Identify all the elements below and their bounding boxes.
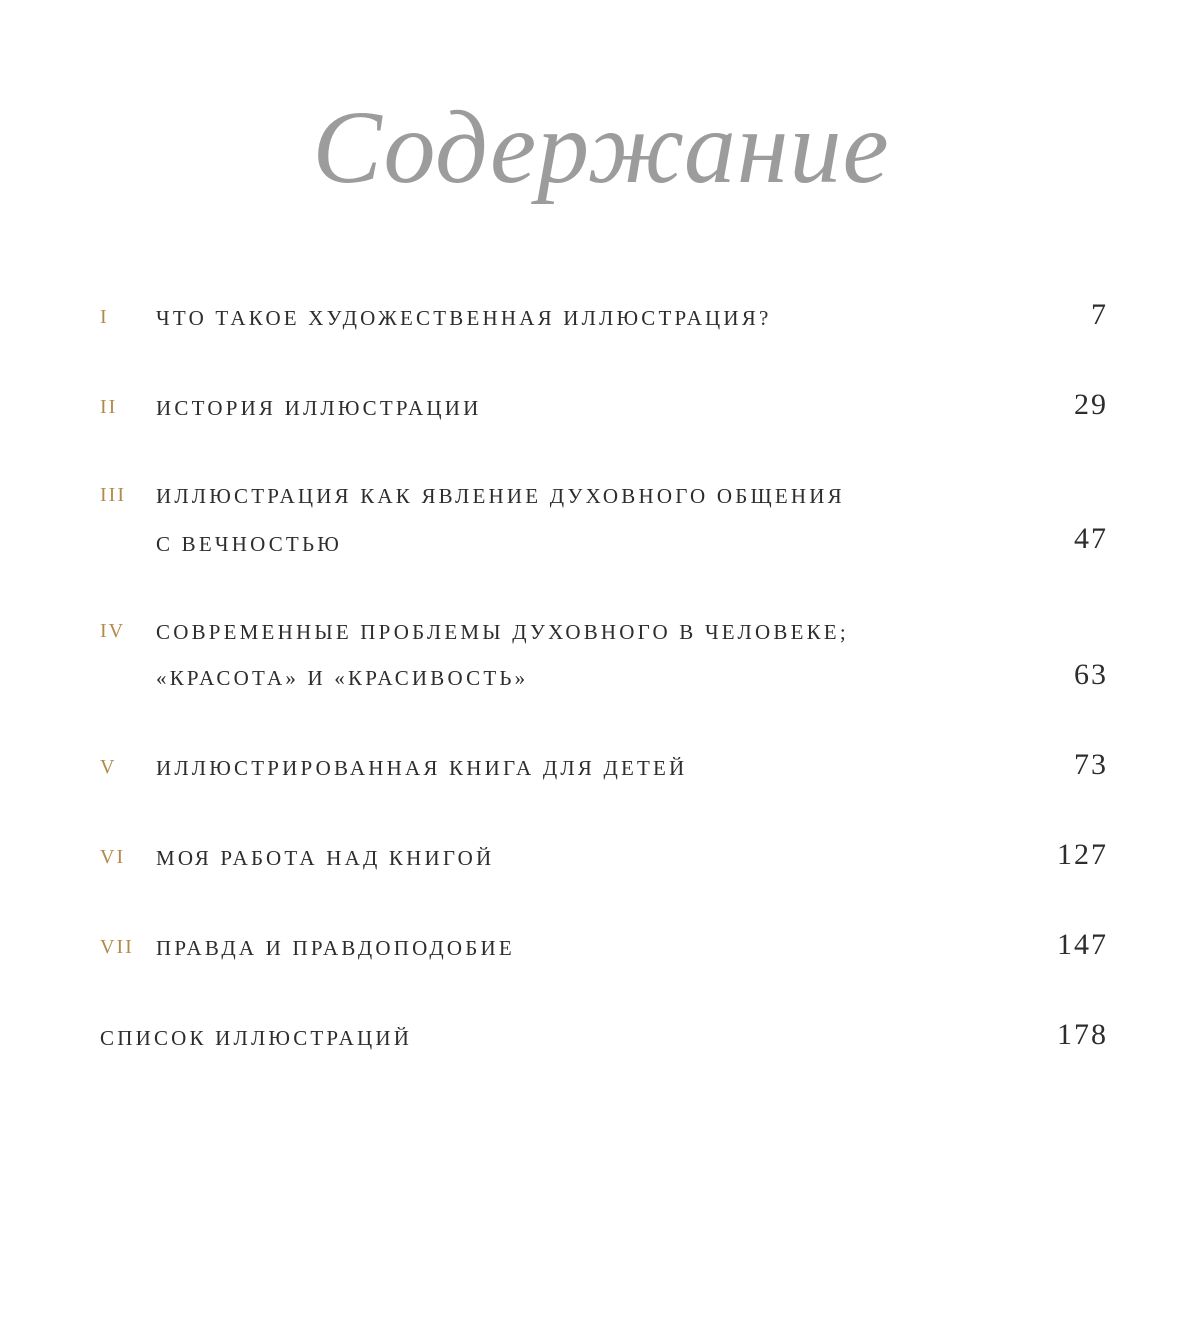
chapter-title-line-1: СОВРЕМЕННЫЕ ПРОБЛЕМЫ ДУХОВНОГО В ЧЕЛОВЕКЕ;	[156, 620, 849, 644]
chapter-numeral: IV	[100, 620, 126, 642]
page-title: Содержание	[312, 90, 890, 205]
section-title: СПИСОК ИЛЛЮСТРАЦИЙ	[100, 1026, 413, 1050]
page-number: 7	[1091, 298, 1108, 331]
page-number: 47	[1074, 522, 1108, 555]
chapter-numeral: VI	[100, 846, 126, 868]
page-number: 127	[1057, 838, 1108, 871]
page-number: 178	[1057, 1018, 1108, 1051]
chapter-title: ЧТО ТАКОЕ ХУДОЖЕСТВЕННАЯ ИЛЛЮСТРАЦИЯ?	[156, 306, 772, 330]
chapter-title: ПРАВДА И ПРАВДОПОДОБИЕ	[156, 936, 515, 960]
chapter-numeral: I	[100, 306, 109, 328]
chapter-title: ИЛЛЮСТРИРОВАННАЯ КНИГА ДЛЯ ДЕТЕЙ	[156, 756, 688, 780]
page-number: 147	[1057, 928, 1108, 961]
chapter-title: ИСТОРИЯ ИЛЛЮСТРАЦИИ	[156, 396, 482, 420]
chapter-title-line-1: ИЛЛЮСТРАЦИЯ КАК ЯВЛЕНИЕ ДУХОВНОГО ОБЩЕНИЯ	[156, 484, 845, 508]
chapter-title-line-2: С ВЕЧНОСТЬЮ	[156, 532, 343, 556]
page-number: 73	[1074, 748, 1108, 781]
page-number: 63	[1074, 658, 1108, 691]
chapter-title-line-2: «КРАСОТА» И «КРАСИВОСТЬ»	[156, 666, 529, 690]
chapter-numeral: III	[100, 484, 126, 506]
chapter-title: МОЯ РАБОТА НАД КНИГОЙ	[156, 846, 495, 870]
page-number: 29	[1074, 388, 1108, 421]
chapter-numeral: VII	[100, 936, 134, 958]
chapter-numeral: II	[100, 396, 118, 418]
chapter-numeral: V	[100, 756, 117, 778]
